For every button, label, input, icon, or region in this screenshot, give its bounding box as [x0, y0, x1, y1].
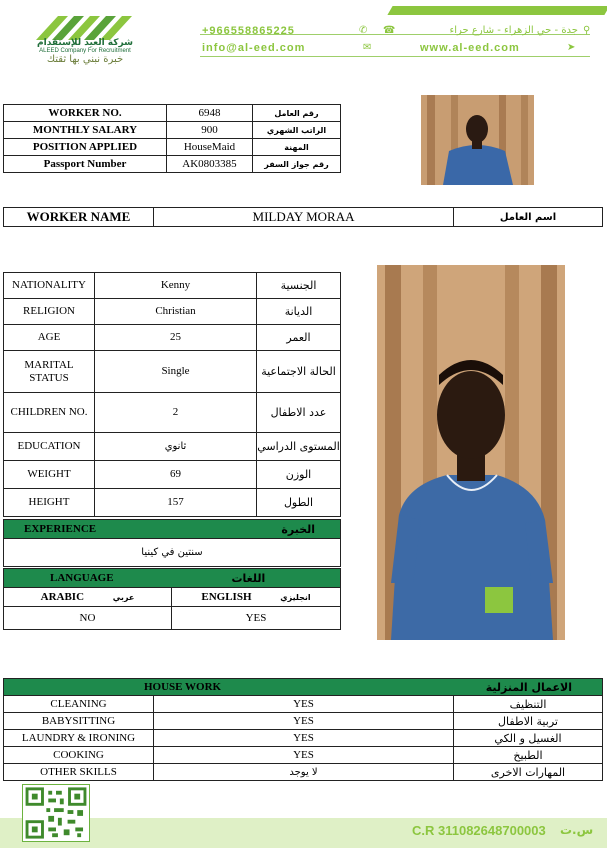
- table-row: [4, 122, 341, 139]
- worker-photo-small: [421, 95, 534, 185]
- table-row: [4, 208, 603, 227]
- worker-name-label: WORKER NAME: [4, 208, 154, 227]
- location-pin-icon: ⚲: [583, 25, 591, 36]
- field-value: ثانوي: [95, 433, 257, 461]
- header-website: www.al-eed.com: [420, 42, 520, 54]
- experience-header-ar: الخبرة: [257, 520, 341, 539]
- experience-value: سنتين في كينيا: [4, 539, 341, 567]
- field-value: Kenny: [95, 273, 257, 299]
- field-value: 25: [95, 325, 257, 351]
- skill-label-ar: تربية الاطفال: [454, 713, 603, 730]
- table-row: [4, 393, 341, 433]
- field-label-ar: العمر: [257, 325, 341, 351]
- field-value: 2: [95, 393, 257, 433]
- table-row: [4, 489, 341, 517]
- field-label-ar: الراتب الشهري: [253, 122, 341, 139]
- table-row: [4, 156, 341, 173]
- worker-photo-large: [377, 265, 565, 640]
- field-value: Single: [95, 351, 257, 393]
- header-divider: [200, 56, 590, 57]
- field-value: HouseMaid: [167, 139, 253, 156]
- company-name-ar: شركة العيد للإستقدام: [37, 38, 133, 48]
- skill-label: BABYSITTING: [4, 713, 154, 730]
- field-label-ar: الديانة: [257, 299, 341, 325]
- house-work-table: [3, 678, 603, 781]
- language-header-ar: اللغات: [172, 569, 341, 588]
- field-label-ar: الطول: [257, 489, 341, 517]
- field-value: 69: [95, 461, 257, 489]
- skill-label: OTHER SKILLS: [4, 764, 154, 781]
- table-row: [4, 679, 603, 696]
- table-row: [4, 607, 341, 630]
- table-row: [4, 588, 341, 607]
- letterhead: [0, 0, 607, 72]
- field-value: 900: [167, 122, 253, 139]
- qr-code-icon[interactable]: [22, 784, 90, 842]
- table-row: [4, 433, 341, 461]
- table-row: [4, 299, 341, 325]
- worker-name-label-ar: اسم العامل: [454, 208, 603, 227]
- personal-info-table: [3, 272, 341, 517]
- worker-name-table: [3, 207, 603, 227]
- skill-label: CLEANING: [4, 696, 154, 713]
- cursor-icon: ➤: [567, 42, 576, 53]
- header-address: جدة - حي الزهراء - شارع حراء: [449, 25, 578, 36]
- table-row: [4, 105, 341, 122]
- field-label-ar: المستوى الدراسي: [257, 433, 341, 461]
- skill-label-ar: المهارات الاخرى: [454, 764, 603, 781]
- english-label-ar: انجليزي: [280, 593, 311, 602]
- field-label-ar: الجنسية: [257, 273, 341, 299]
- table-row: [4, 539, 341, 567]
- table-row: [4, 139, 341, 156]
- table-row: [4, 569, 341, 588]
- field-value: 6948: [167, 105, 253, 122]
- english-value: YES: [172, 607, 341, 630]
- house-work-header: HOUSE WORK: [4, 679, 454, 696]
- skill-label-ar: الطبيخ: [454, 747, 603, 764]
- phone-icon: ☎: [383, 25, 396, 36]
- arabic-label-ar: عربي: [112, 593, 135, 602]
- header-phone: +966558865225: [202, 25, 295, 37]
- field-label-ar: عدد الاطفال: [257, 393, 341, 433]
- language-header: LANGUAGE: [4, 569, 172, 588]
- english-label-en: ENGLISH: [201, 591, 252, 603]
- whatsapp-icon: ✆: [359, 25, 368, 36]
- table-row: [4, 730, 603, 747]
- field-label: NATIONALITY: [4, 273, 95, 299]
- company-name-en: ALEED Company For Recruitment: [39, 48, 131, 54]
- table-row: [4, 713, 603, 730]
- skill-value: YES: [154, 696, 454, 713]
- field-label: EDUCATION: [4, 433, 95, 461]
- field-label: POSITION APPLIED: [4, 139, 167, 156]
- worker-name-value: MILDAY MORAA: [154, 208, 454, 227]
- field-value: AK0803385: [167, 156, 253, 173]
- table-row: [4, 325, 341, 351]
- skill-value: YES: [154, 713, 454, 730]
- table-row: [4, 764, 603, 781]
- table-row: [4, 747, 603, 764]
- field-label: WEIGHT: [4, 461, 95, 489]
- field-label: HEIGHT: [4, 489, 95, 517]
- language-table: [3, 568, 341, 630]
- table-row: [4, 351, 341, 393]
- field-value: 157: [95, 489, 257, 517]
- field-label-ar: رقم جواز السفر: [253, 156, 341, 173]
- field-label: MARITAL STATUS: [4, 351, 95, 393]
- commercial-registration-ar: س.ت: [560, 823, 594, 837]
- field-label: MONTHLY SALARY: [4, 122, 167, 139]
- language-english-label: [172, 588, 341, 607]
- arabic-value: NO: [4, 607, 172, 630]
- company-tagline: خبرة نبني بها ثقتك: [46, 54, 124, 65]
- house-work-header-ar: الاعمال المنزلية: [454, 679, 603, 696]
- field-label-ar: الوزن: [257, 461, 341, 489]
- table-row: [4, 461, 341, 489]
- table-row: [4, 273, 341, 299]
- header-email: info@al-eed.com: [202, 42, 306, 54]
- field-label: RELIGION: [4, 299, 95, 325]
- field-label: AGE: [4, 325, 95, 351]
- worker-summary-table: [3, 104, 341, 173]
- field-label-ar: الحالة الاجتماعية: [257, 351, 341, 393]
- experience-header: EXPERIENCE: [4, 520, 257, 539]
- commercial-registration: C.R 311082648700003: [412, 823, 546, 838]
- skill-value: YES: [154, 747, 454, 764]
- table-row: [4, 696, 603, 713]
- field-label-ar: المهنة: [253, 139, 341, 156]
- skill-label-ar: التنظيف: [454, 696, 603, 713]
- skill-value: لا يوجد: [154, 764, 454, 781]
- field-label-ar: رقم العامل: [253, 105, 341, 122]
- language-arabic-label: [4, 588, 172, 607]
- skill-value: YES: [154, 730, 454, 747]
- skill-label: COOKING: [4, 747, 154, 764]
- field-label: Passport Number: [4, 156, 167, 173]
- skill-label-ar: الغسيل و الكي: [454, 730, 603, 747]
- table-row: [4, 520, 341, 539]
- header-accent-bar: [387, 6, 607, 15]
- arabic-label-en: ARABIC: [40, 591, 85, 603]
- field-label: WORKER NO.: [4, 105, 167, 122]
- experience-table: [3, 519, 341, 567]
- field-value: Christian: [95, 299, 257, 325]
- mail-icon: ✉: [363, 42, 372, 53]
- field-label: CHILDREN NO.: [4, 393, 95, 433]
- skill-label: LAUNDRY & IRONING: [4, 730, 154, 747]
